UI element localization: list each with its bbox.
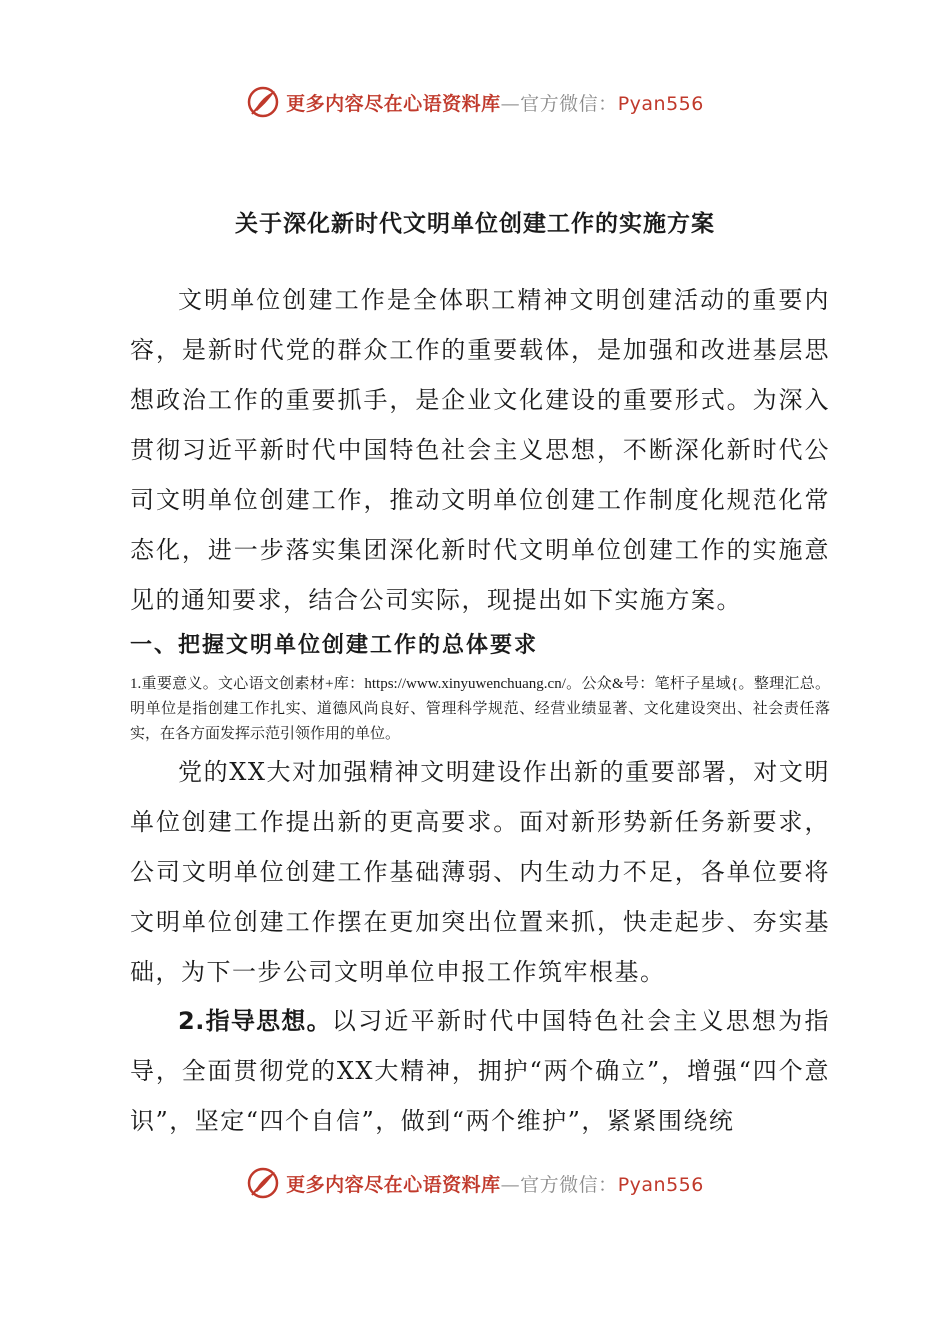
banner-text [286, 1170, 704, 1197]
paragraph-intro-text: 文明单位创建工作是全体职工精神文明创建活动的重要内容，是新时代党的群众工作的重要载体，是加强和改进基层思想政治工作的重要抓手，是企业文化建设的重要形式。为深入贯彻习近平新时代中国特色社会主义思想，不断深化新时代公司文明单位创建工作，推动文明单位创建工作制度化规范化常态化，进一步落实集团深化新时代文明单位创建工作的实施意见的通知要求，结合公司实际，现提出如下实施方案。 [130, 286, 830, 614]
banner-brand: 更多内容尽在心语资料库 [286, 92, 501, 115]
banner-dash: — [500, 92, 521, 115]
banner-wechat: Pyan556 [617, 1173, 704, 1196]
note-paragraph [130, 672, 830, 747]
section-heading-1: 一、把握文明单位创建工作的总体要求 [130, 633, 539, 658]
paragraph-intro [130, 275, 830, 625]
paragraph-guiding-text: 以习近平新时代中国特色社会主义思想为指导，全面贯彻党的XX大精神，拥护“两个确立”，增强“四个意识”，坚定“四个自信”，做到“两个维护”，紧紧围绕统 [130, 1007, 830, 1135]
note-text: 1.重要意义。文心语文创素材+库：https://www.xinyuwenchuang.cn/。公众&号：笔杆子星域{。整理汇总。明单位是指创建工作扎实、道德风尚良好、管理科学规范、经营业绩显著、文化建设突出、社会责任落实，在各方面发挥示范引领作用的单位。 [130, 676, 830, 742]
paragraph-requirements [130, 747, 830, 997]
quill-logo-icon [246, 85, 280, 119]
banner-dash: — [500, 1173, 521, 1196]
header-banner [0, 82, 950, 122]
banner-text [286, 89, 704, 116]
banner-wechat: Pyan556 [617, 92, 704, 115]
banner-brand: 更多内容尽在心语资料库 [286, 1173, 501, 1196]
document-title: 关于深化新时代文明单位创建工作的实施方案 [235, 211, 715, 237]
paragraph-requirements-text: 党的XX大对加强精神文明建设作出新的重要部署，对文明单位创建工作提出新的更高要求。面对新形势新任务新要求，公司文明单位创建工作基础薄弱、内生动力不足，各单位要将文明单位创建工作摆在更加突出位置来抓，快走起步、夯实基础，为下一步公司文明单位申报工作筑牢根基。 [130, 758, 830, 986]
paragraph-guiding-thought [130, 996, 830, 1146]
paragraph-guiding-lead: 2.指导思想。 [178, 1007, 332, 1035]
footer-banner [0, 1163, 950, 1203]
quill-logo-icon [246, 1166, 280, 1200]
banner-label: 官方微信： [520, 92, 618, 115]
banner-label: 官方微信： [520, 1173, 618, 1196]
